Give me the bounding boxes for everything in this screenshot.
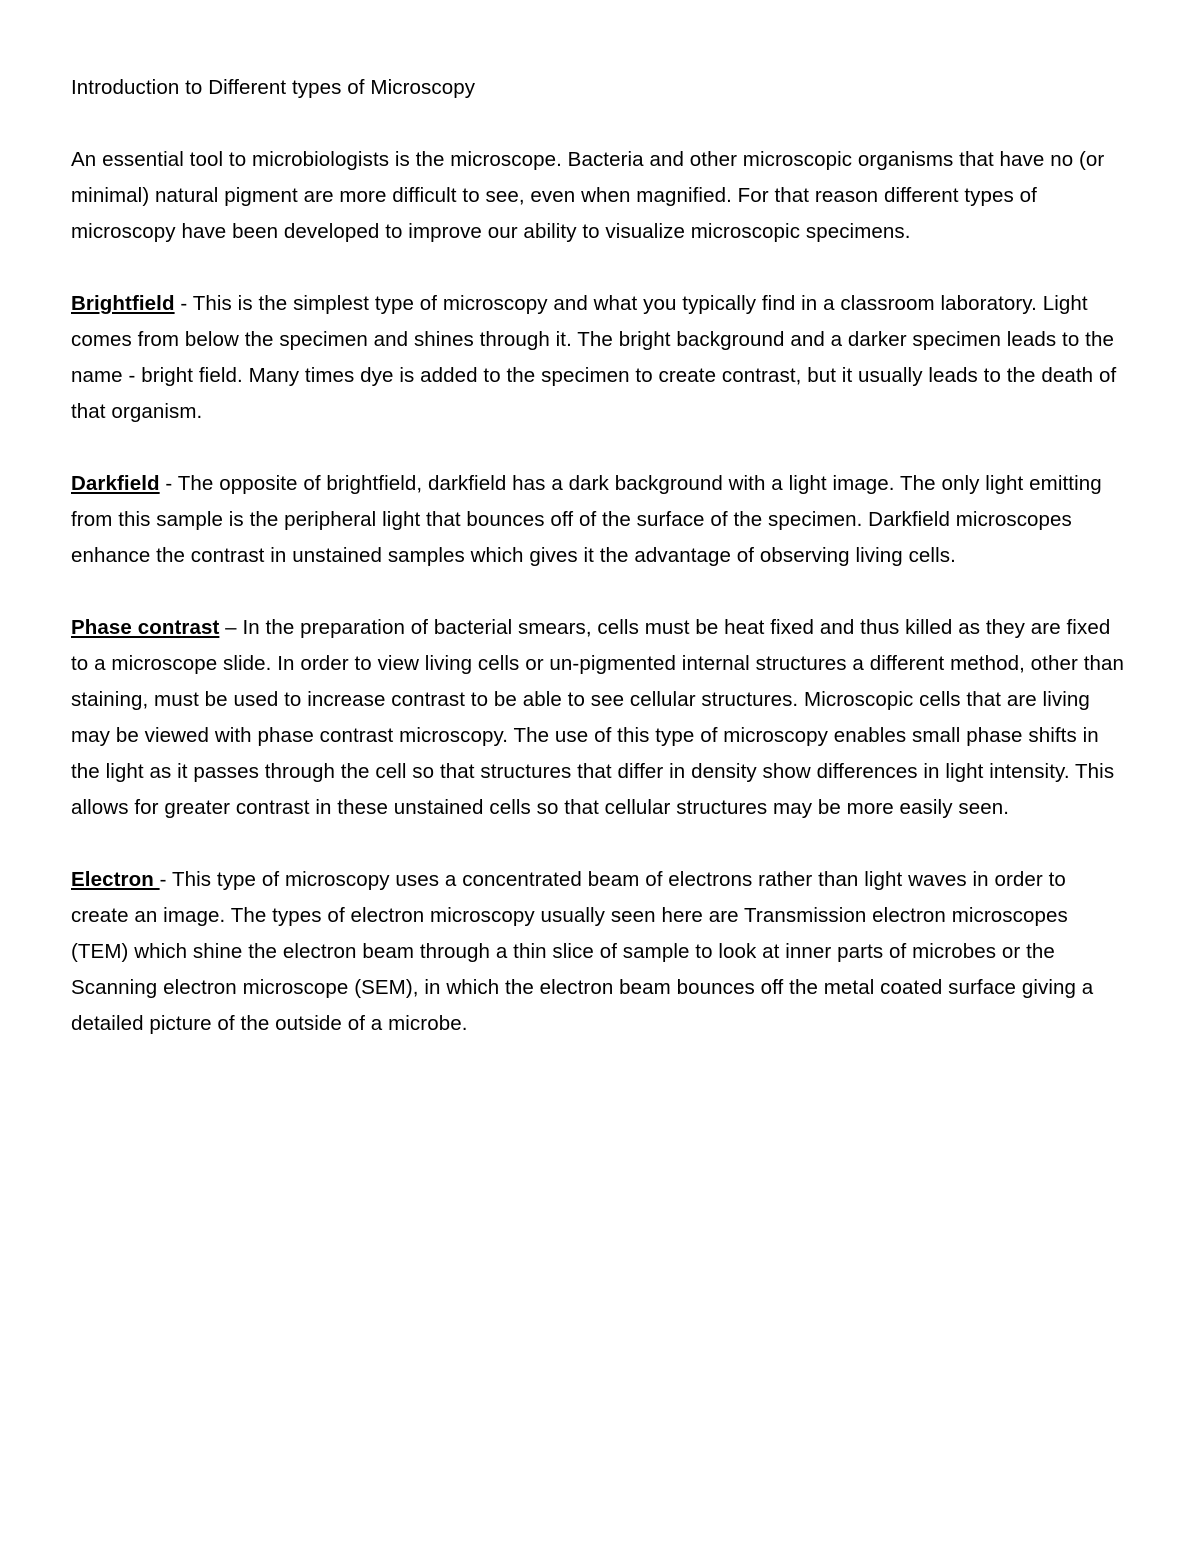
electron-term: Electron <box>71 868 160 891</box>
phase-contrast-paragraph <box>71 610 1129 826</box>
darkfield-term: Darkfield <box>71 472 160 495</box>
phase-contrast-text: In the preparation of bacterial smears, cells must be heat fixed and thus killed as they are fixed to a microscope slide. In order to view living cells or un-pigmented internal structures a different method, other than staining, must be used to increase contrast to be able to see cellular structures. Microscopic cells that are living may be viewed with phase contrast microscopy. The use of this type of microscopy enables small phase shifts in the light as it passes through the cell so that structures that differ in density show differences in light intensity. This allows for greater contrast in these unstained cells so that cellular structures may be more easily seen. <box>71 616 1124 819</box>
darkfield-paragraph <box>71 466 1129 574</box>
darkfield-text: The opposite of brightfield, darkfield has a dark background with a light image. The only light emitting from this sample is the peripheral light that bounces off of the surface of the specimen. Darkfield microscopes enhance the contrast in unstained samples which gives it the advantage of observing living cells. <box>71 472 1102 567</box>
electron-paragraph <box>71 862 1129 1042</box>
intro-paragraph: An essential tool to microbiologists is the microscope. Bacteria and other microscopic organisms that have no (or minimal) natural pigment are more difficult to see, even when magnified. For that reason different types of microscopy have been developed to improve our ability to visualize microscopic specimens. <box>71 148 1105 243</box>
document-title: Introduction to Different types of Microscopy <box>71 76 476 99</box>
darkfield-separator: - <box>159 472 178 495</box>
brightfield-term: Brightfield <box>71 292 175 315</box>
brightfield-separator: - <box>174 292 193 315</box>
document-page <box>71 70 1129 1078</box>
brightfield-text: This is the simplest type of microscopy and what you typically find in a classroom laboratory. Light comes from below the specimen and shines through it. The bright background and a darker specimen leads to the name - bright field. Many times dye is added to the specimen to create contrast, but it usually leads to the death of that organism. <box>71 292 1117 423</box>
electron-separator: - <box>159 868 172 891</box>
brightfield-paragraph <box>71 286 1129 430</box>
electron-text: This type of microscopy uses a concentrated beam of electrons rather than light waves in order to create an image. The types of electron microscopy usually seen here are Transmission electron microscopes (TEM) which shine the electron beam through a thin slice of sample to look at inner parts of microbes or the Scanning electron microscope (SEM), in which the electron beam bounces off the metal coated surface giving a detailed picture of the outside of a microbe. <box>71 868 1094 1035</box>
phase-contrast-separator: – <box>219 616 243 639</box>
phase-contrast-term: Phase contrast <box>71 616 220 639</box>
